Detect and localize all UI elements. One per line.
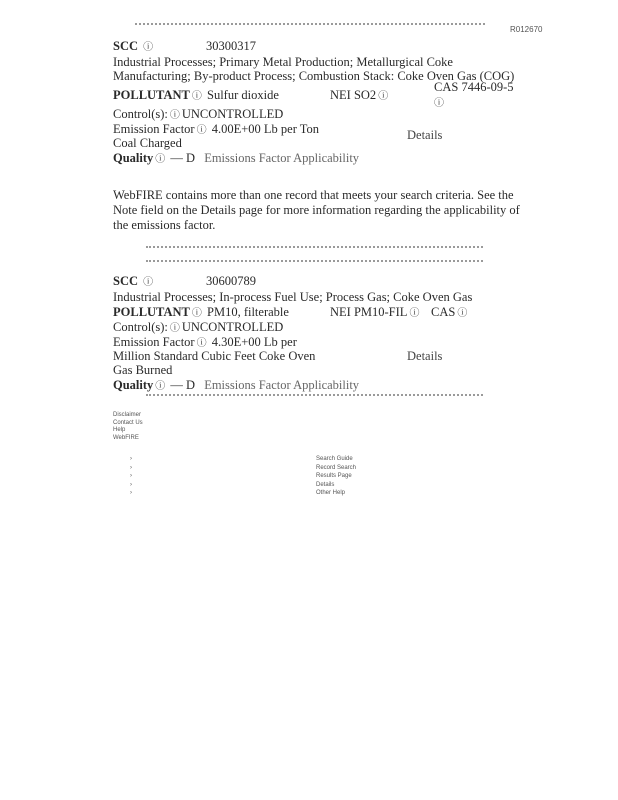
info-icon[interactable]: ⓘ	[378, 91, 389, 102]
scc-row	[113, 39, 155, 55]
info-icon[interactable]: ⓘ	[191, 308, 202, 319]
pollutant-label: POLLUTANT	[113, 88, 190, 102]
cas-label: CAS 7446-09-5	[434, 80, 514, 94]
controls-value: UNCONTROLLED	[181, 320, 284, 334]
footer-link-contact[interactable]: Contact Us	[113, 419, 143, 426]
emission-factor-value: 4.00E+00 Lb per Ton	[211, 122, 320, 136]
note-line1: WebFIRE contains more than one record that meets your search criteria. See the	[113, 188, 514, 202]
list-item	[130, 489, 360, 498]
pollutant-row	[113, 305, 289, 321]
quality-row: Quality ⓘ — D Emissions Factor Applicability	[113, 378, 360, 392]
quality-label: Quality	[113, 378, 154, 392]
note-line2: Note field on the Details page for more information regarding the applicability of	[113, 203, 520, 217]
list-item	[130, 472, 360, 481]
pollutant-value: PM10, filterable	[207, 305, 289, 319]
scc-label: SCC	[113, 274, 139, 288]
list-item	[130, 481, 360, 490]
info-icon[interactable]: ⓘ	[196, 125, 207, 136]
footer-link-disclaimer[interactable]: Disclaimer	[113, 412, 142, 418]
emission-factor-value: 4.30E+00 Lb per	[211, 335, 297, 349]
bullet-icon: ›	[130, 473, 132, 479]
scc-description-line2: Manufacturing; By-product Process; Combustion Stack: Coke Oven Gas (COG)	[113, 69, 515, 83]
help-link[interactable]: Other Help	[316, 490, 346, 496]
info-icon[interactable]: ⓘ	[191, 91, 202, 102]
details-link[interactable]: Details	[407, 349, 443, 363]
help-link[interactable]: Search Guide	[316, 456, 353, 462]
pollutant-label: POLLUTANT	[113, 305, 190, 319]
scc-row	[113, 274, 155, 290]
scc-description-line1: Industrial Processes; In-process Fuel Use; Process Gas; Coke Oven Gas	[113, 290, 473, 304]
bullet-icon: ›	[130, 464, 132, 471]
scc-label: SCC	[113, 39, 139, 53]
scc-description-line1: Industrial Processes; Primary Metal Production; Metallurgical Coke	[113, 55, 453, 69]
scc-code: 30600789	[206, 274, 256, 288]
info-icon[interactable]: ⓘ	[434, 98, 444, 109]
controls-value: UNCONTROLLED	[181, 107, 284, 121]
pollutant-row	[113, 88, 279, 104]
divider	[146, 260, 483, 262]
details-link[interactable]: Details	[407, 128, 443, 142]
controls-row	[113, 320, 283, 336]
cas-label: CAS	[431, 305, 456, 319]
list-item	[130, 464, 360, 473]
footer-links	[113, 412, 143, 442]
emission-factor-label: Emission Factor	[113, 335, 195, 349]
cas-row	[431, 305, 469, 321]
divider	[146, 394, 483, 396]
info-icon[interactable]: ⓘ	[155, 154, 166, 165]
document-id: R012670	[510, 25, 543, 34]
info-icon[interactable]: ⓘ	[143, 42, 154, 53]
quality-description: Emissions Factor Applicability	[204, 151, 360, 165]
info-icon[interactable]: ⓘ	[169, 323, 180, 334]
help-link[interactable]: Results Page	[316, 473, 352, 479]
info-icon[interactable]: ⓘ	[409, 308, 420, 319]
divider	[135, 23, 485, 25]
divider	[146, 246, 483, 248]
controls-row	[113, 107, 283, 123]
info-icon[interactable]: ⓘ	[457, 308, 468, 319]
quality-value: D	[186, 151, 196, 165]
footer-link-webfire[interactable]: WebFIRE	[113, 434, 139, 441]
nei-label: NEI SO2	[330, 88, 377, 102]
emission-factor-unit: Million Standard Cubic Feet Coke Oven	[113, 349, 316, 363]
scc-code: 30300317	[206, 39, 256, 53]
footer-link-help[interactable]: Help	[113, 427, 126, 433]
quality-label: Quality	[113, 151, 154, 165]
note-line3: the emissions factor.	[113, 218, 216, 232]
bullet-icon: ›	[130, 481, 132, 488]
info-icon[interactable]: ⓘ	[169, 110, 180, 121]
quality-value: D	[186, 378, 196, 392]
nei-row	[330, 305, 421, 321]
nei-label: NEI PM10-FIL	[330, 305, 408, 319]
bullet-icon: ›	[130, 490, 132, 496]
quality-row: Quality ⓘ — D Emissions Factor Applicability	[113, 151, 360, 165]
pollutant-value: Sulfur dioxide	[207, 88, 279, 102]
controls-label: Control(s):	[113, 107, 168, 121]
info-icon[interactable]: ⓘ	[143, 277, 154, 288]
emission-factor-unit: Coal Charged	[113, 136, 182, 150]
bullet-icon: ›	[130, 456, 132, 462]
emission-factor-label: Emission Factor	[113, 122, 195, 136]
emission-factor-unit-2: Gas Burned	[113, 363, 173, 377]
info-icon[interactable]: ⓘ	[196, 338, 207, 349]
quality-description: Emissions Factor Applicability	[204, 378, 360, 392]
help-link[interactable]: Details	[316, 481, 335, 488]
help-link[interactable]: Record Search	[316, 464, 357, 471]
list-item	[130, 455, 360, 464]
controls-label: Control(s):	[113, 320, 168, 334]
footer-help-list	[130, 455, 360, 498]
nei-row	[330, 88, 390, 104]
info-icon[interactable]: ⓘ	[155, 381, 166, 392]
